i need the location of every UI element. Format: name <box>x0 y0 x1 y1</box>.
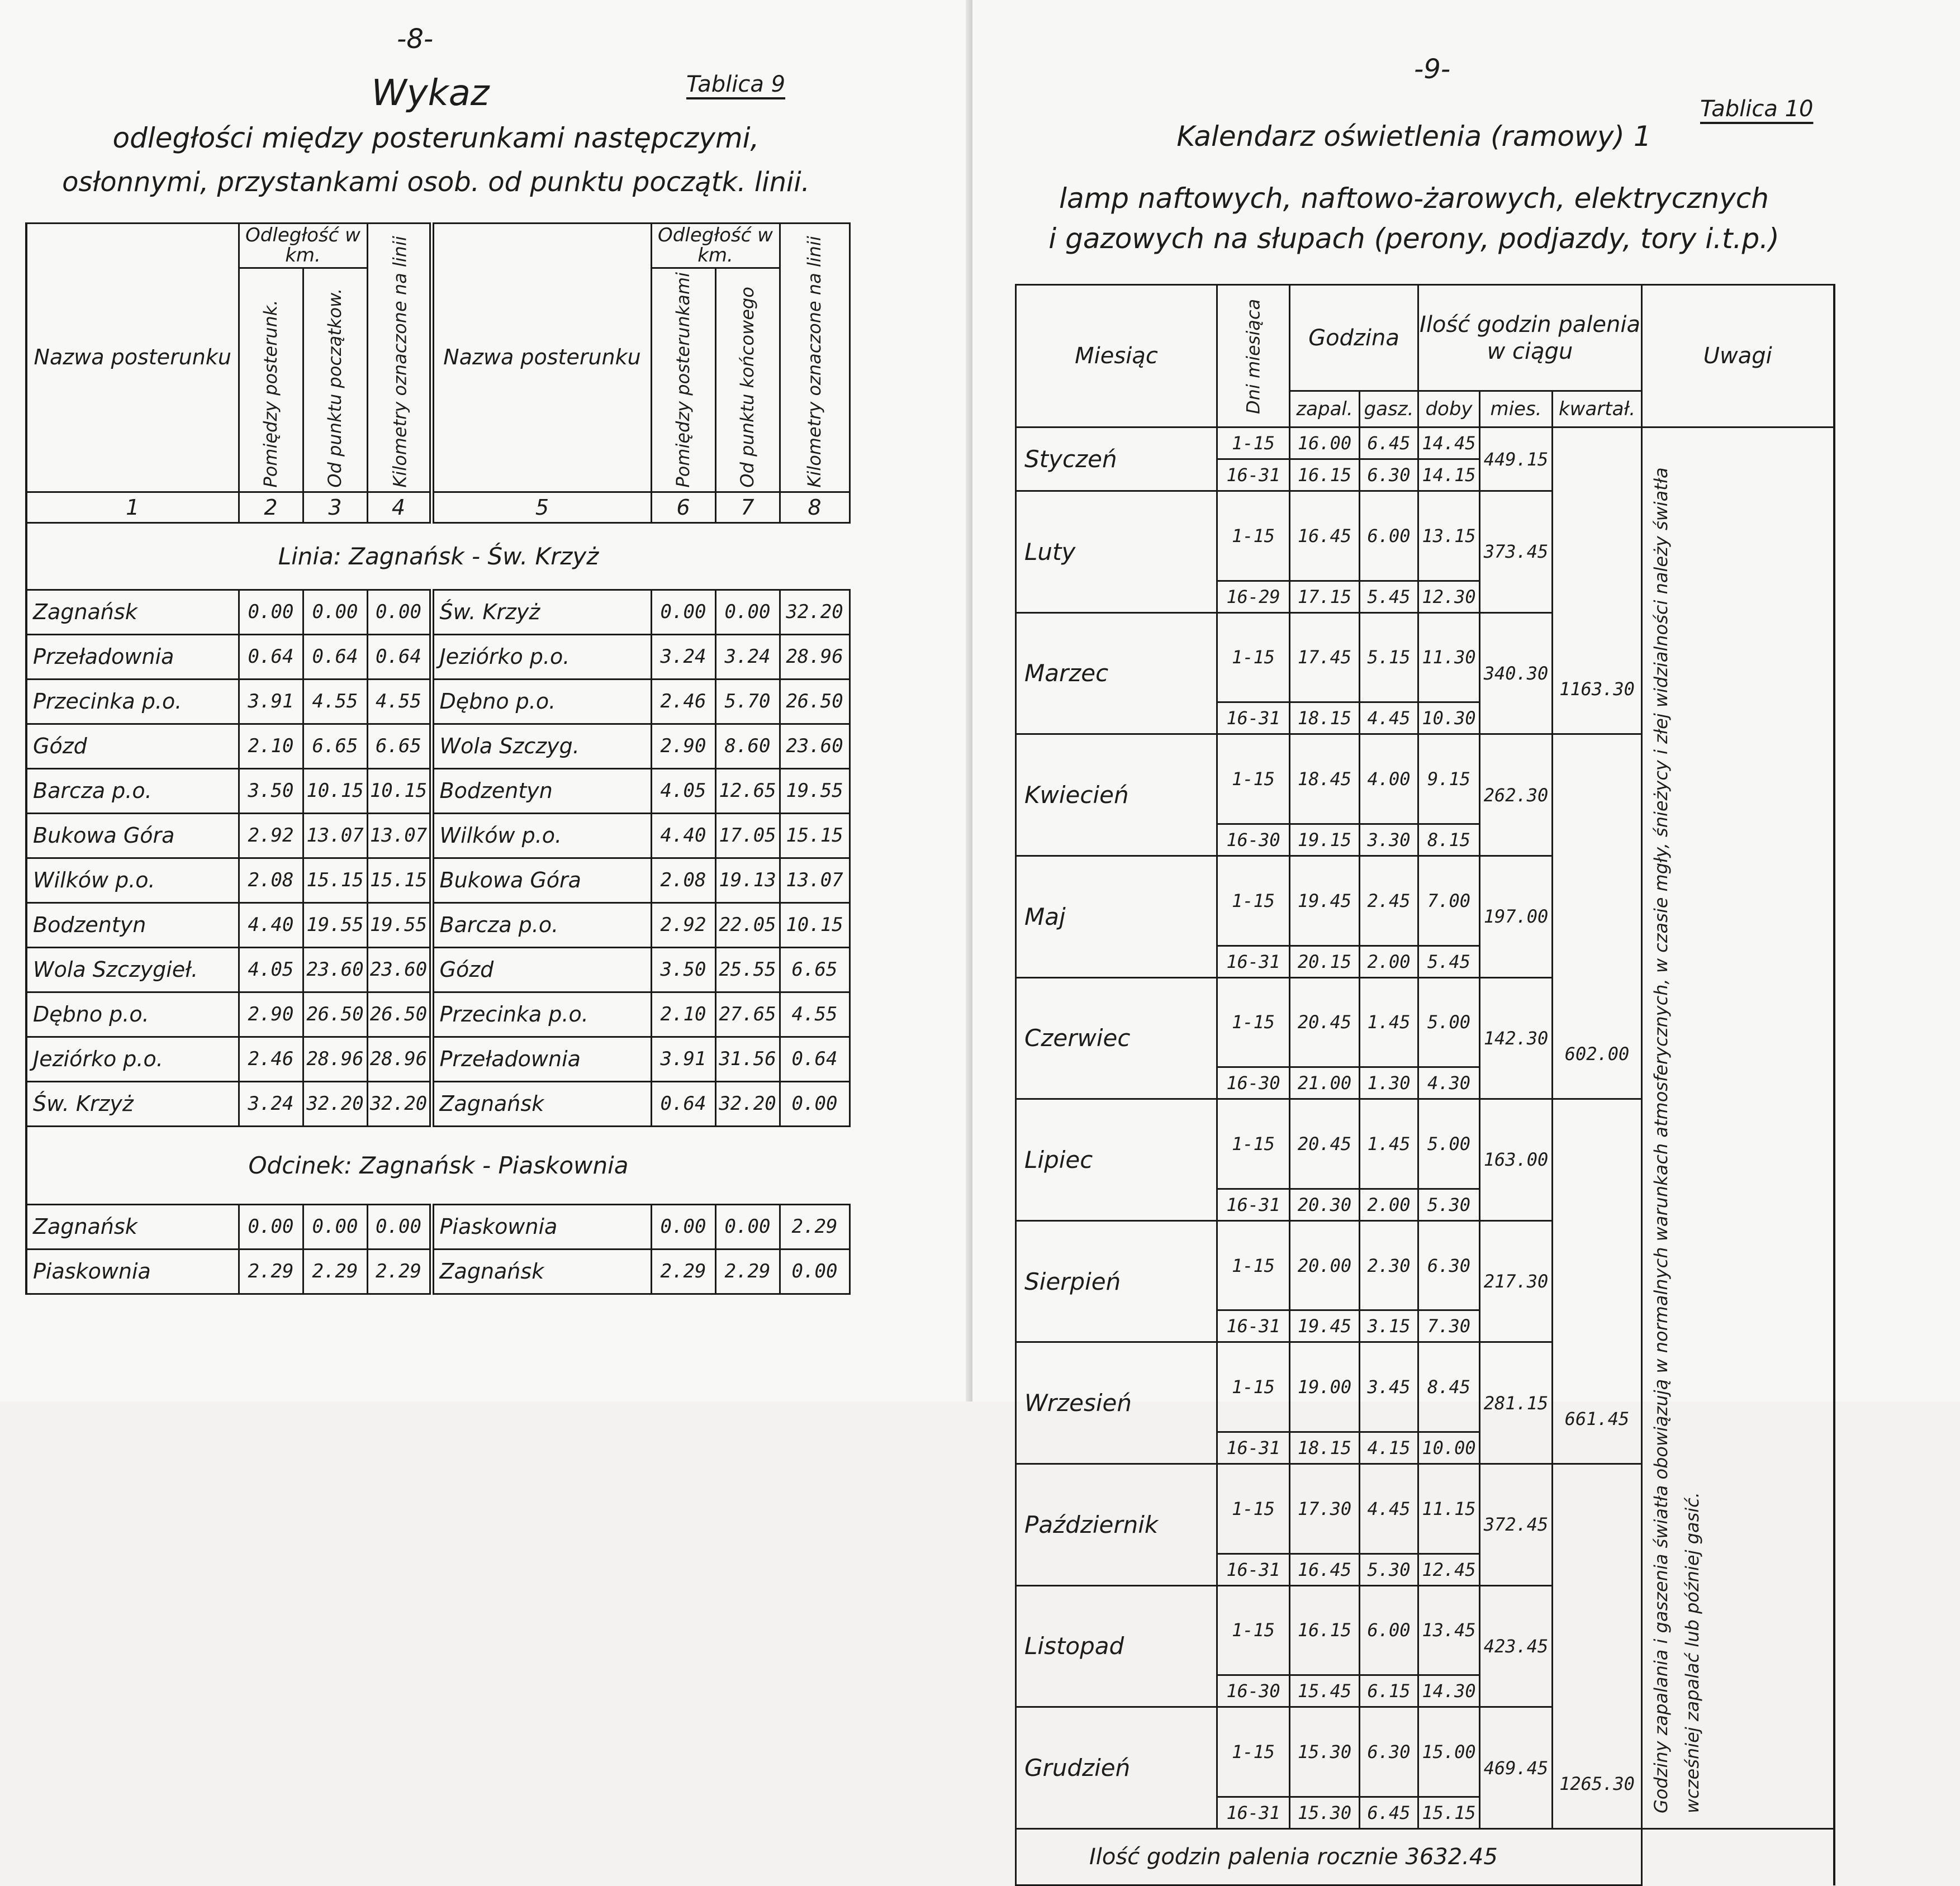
quarterly-hours <box>1553 1464 1642 1829</box>
distance-value: 2.90 <box>651 724 715 768</box>
distance-value: 8.60 <box>715 724 780 768</box>
time-value: 5.30 <box>1360 1554 1418 1585</box>
header-marked-km: Kilometry oznaczone na linii <box>367 224 431 492</box>
time-value: 18.15 <box>1290 1432 1360 1464</box>
distance-value: 6.65 <box>780 947 850 992</box>
distance-value: 0.00 <box>239 1204 303 1249</box>
column-number: 5 <box>431 492 651 522</box>
header-distance: Odległość w km. <box>239 224 367 268</box>
distance-value: 2.29 <box>303 1249 367 1294</box>
time-value: 6.30 <box>1418 1220 1480 1310</box>
distance-value: 0.00 <box>303 590 367 634</box>
distance-value: 2.29 <box>715 1249 780 1294</box>
time-value: 2.45 <box>1360 856 1418 946</box>
time-value: 4.30 <box>1418 1067 1480 1099</box>
time-value: 19.45 <box>1290 856 1360 946</box>
distance-value: 3.50 <box>651 947 715 992</box>
day-range: 1-15 <box>1217 856 1290 946</box>
time-value <box>1360 1585 1418 1675</box>
day-range: 16-31 <box>1217 702 1290 734</box>
distance-value: 22.05 <box>715 902 780 947</box>
day-range: 1-15 <box>1217 491 1290 581</box>
column-number: 7 <box>715 492 780 522</box>
station-name: Barcza p.o. <box>431 902 651 947</box>
page-subtitle: odległości między posterunkami następczymi, <box>34 122 838 154</box>
month-name: Lipiec <box>1016 1099 1217 1221</box>
table-row <box>26 992 850 1037</box>
table-row <box>26 1081 850 1126</box>
distance-value: 2.10 <box>239 724 303 768</box>
time-value: 6.45 <box>1360 427 1418 459</box>
column-number: 4 <box>367 492 431 522</box>
day-range <box>1217 1707 1290 1797</box>
page-number: -9- <box>1414 54 1450 85</box>
distance-value: 4.55 <box>303 679 367 724</box>
distance-value: 3.91 <box>239 679 303 724</box>
month-name: Wrzesień <box>1016 1342 1217 1464</box>
table-row <box>26 1249 850 1294</box>
time-value: 12.45 <box>1418 1554 1480 1585</box>
time-value: 1.45 <box>1360 1099 1418 1189</box>
month-name: Luty <box>1016 491 1217 613</box>
column-number: 2 <box>239 492 303 522</box>
header-light: zapal. <box>1290 391 1360 427</box>
station-name: Dębno p.o. <box>431 679 651 724</box>
distance-value: 0.00 <box>367 1204 431 1249</box>
distance-value: 23.60 <box>367 947 431 992</box>
station-name: Wilków p.o. <box>431 813 651 858</box>
distance-value: 23.60 <box>303 947 367 992</box>
time-value: 11.30 <box>1418 612 1480 702</box>
time-value <box>1290 1585 1360 1675</box>
time-value: 14.15 <box>1418 459 1480 491</box>
time-value: 20.00 <box>1290 1220 1360 1310</box>
distance-value: 0.00 <box>780 1249 850 1294</box>
table-label: Tablica 9 <box>686 72 785 97</box>
header-between-2: Pomiędzy posterunkami <box>651 268 715 492</box>
table-row <box>1016 427 1834 459</box>
time-value: 17.30 <box>1290 1464 1360 1554</box>
station-name: Bodzentyn <box>431 768 651 813</box>
table-row <box>26 634 850 679</box>
time-value: 5.45 <box>1418 946 1480 977</box>
header-month: Miesiąc <box>1016 285 1217 427</box>
month-name <box>1016 1585 1217 1707</box>
day-range: 16-31 <box>1217 1189 1290 1220</box>
distance-value: 0.64 <box>651 1081 715 1126</box>
distance-value: 4.55 <box>367 679 431 724</box>
distance-value: 28.96 <box>780 634 850 679</box>
monthly-hours: 372.45 <box>1480 1464 1553 1586</box>
day-range: 16-30 <box>1217 824 1290 856</box>
distance-value: 19.55 <box>367 902 431 947</box>
day-range <box>1217 1585 1290 1675</box>
distance-value: 32.20 <box>367 1081 431 1126</box>
time-value: 8.15 <box>1418 824 1480 856</box>
distance-value: 0.00 <box>651 590 715 634</box>
station-name: Gózd <box>26 724 239 768</box>
time-value: 2.30 <box>1360 1220 1418 1310</box>
time-value: 2.00 <box>1360 946 1418 977</box>
station-name: Zagnańsk <box>431 1249 651 1294</box>
annual-total <box>1016 1829 1642 1885</box>
distance-value: 31.56 <box>715 1037 780 1081</box>
day-range: 16-31 <box>1217 459 1290 491</box>
time-value: 9.15 <box>1418 734 1480 824</box>
distance-value: 2.92 <box>651 902 715 947</box>
time-value: 20.30 <box>1290 1189 1360 1220</box>
distance-value: 13.07 <box>367 813 431 858</box>
station-name: Wola Szczyg. <box>431 724 651 768</box>
station-name: Piaskownia <box>26 1249 239 1294</box>
distance-value: 2.08 <box>651 858 715 902</box>
time-value: 19.00 <box>1290 1342 1360 1432</box>
section-heading: Odcinek: Zagnańsk - Piaskownia <box>26 1126 850 1204</box>
time-value: 20.45 <box>1290 1099 1360 1189</box>
header-name-2: Nazwa posterunku <box>431 224 651 492</box>
time-value: 7.30 <box>1418 1310 1480 1342</box>
time-value: 5.45 <box>1360 581 1418 612</box>
distance-value: 2.46 <box>239 1037 303 1081</box>
station-name: Jeziórko p.o. <box>26 1037 239 1081</box>
time-value <box>1418 1707 1480 1797</box>
time-value: 11.15 <box>1418 1464 1480 1554</box>
station-name: Św. Krzyż <box>26 1081 239 1126</box>
time-value: 1.30 <box>1360 1067 1418 1099</box>
distance-value: 26.50 <box>367 992 431 1037</box>
distance-value: 0.00 <box>239 590 303 634</box>
distance-value: 0.64 <box>367 634 431 679</box>
time-value: 8.45 <box>1418 1342 1480 1432</box>
station-name: Jeziórko p.o. <box>431 634 651 679</box>
day-range: 1-15 <box>1217 612 1290 702</box>
time-value: 3.45 <box>1360 1342 1418 1432</box>
day-range: 1-15 <box>1217 427 1290 459</box>
time-value: 6.30 <box>1360 459 1418 491</box>
distance-value: 10.15 <box>303 768 367 813</box>
distance-value: 0.00 <box>715 1204 780 1249</box>
distance-value: 3.24 <box>239 1081 303 1126</box>
time-value: 19.15 <box>1290 824 1360 856</box>
page-number: -8- <box>397 23 433 55</box>
table-row <box>26 813 850 858</box>
distance-value: 2.90 <box>239 992 303 1037</box>
time-value <box>1418 1797 1480 1829</box>
time-value: 5.30 <box>1418 1189 1480 1220</box>
time-value <box>1290 1797 1360 1829</box>
column-number: 6 <box>651 492 715 522</box>
distance-value: 32.20 <box>780 590 850 634</box>
table-row <box>26 947 850 992</box>
distance-value: 0.00 <box>715 590 780 634</box>
time-value: 4.00 <box>1360 734 1418 824</box>
time-value: 5.00 <box>1418 977 1480 1067</box>
day-range: 16-31 <box>1217 946 1290 977</box>
time-value: 16.15 <box>1290 459 1360 491</box>
distance-value: 6.65 <box>367 724 431 768</box>
header-day: doby <box>1418 391 1480 427</box>
distance-value: 4.40 <box>651 813 715 858</box>
header-hour: Godzina <box>1290 285 1418 391</box>
time-value: 16.45 <box>1290 491 1360 581</box>
monthly-hours: 163.00 <box>1480 1099 1553 1221</box>
time-value <box>1290 1707 1360 1797</box>
station-name: Przeładownia <box>431 1037 651 1081</box>
distance-value: 13.07 <box>780 858 850 902</box>
distance-value: 0.00 <box>367 590 431 634</box>
table-row <box>26 1204 850 1249</box>
distance-value: 2.29 <box>651 1249 715 1294</box>
station-name: Przecinka p.o. <box>26 679 239 724</box>
month-name: Maj <box>1016 856 1217 977</box>
table-row <box>26 902 850 947</box>
table-row <box>26 1037 850 1081</box>
day-range: 1-15 <box>1217 977 1290 1067</box>
day-range: 1-15 <box>1217 734 1290 824</box>
time-value <box>1418 1675 1480 1707</box>
day-range: 16-31 <box>1217 1310 1290 1342</box>
distance-value: 19.55 <box>303 902 367 947</box>
header-from-end: Od punktu końcowego <box>715 268 780 492</box>
distance-value: 4.05 <box>239 947 303 992</box>
day-range: 16-30 <box>1217 1067 1290 1099</box>
time-value: 17.45 <box>1290 612 1360 702</box>
distance-value: 32.20 <box>303 1081 367 1126</box>
distance-value: 19.13 <box>715 858 780 902</box>
time-value: 21.00 <box>1290 1067 1360 1099</box>
header-quarter: kwartał. <box>1553 391 1642 427</box>
page-subtitle: osłonnymi, przystankami osob. od punktu początk. linii. <box>34 167 838 198</box>
day-range: 16-31 <box>1217 1432 1290 1464</box>
header-name: Nazwa posterunku <box>26 224 239 492</box>
station-name: Barcza p.o. <box>26 768 239 813</box>
header-distance-2: Odległość w km. <box>651 224 780 268</box>
distance-value: 19.55 <box>780 768 850 813</box>
distance-value: 25.55 <box>715 947 780 992</box>
station-name: Zagnańsk <box>26 590 239 634</box>
day-range <box>1217 1675 1290 1707</box>
month-name: Styczeń <box>1016 427 1217 491</box>
distance-value: 15.15 <box>780 813 850 858</box>
distance-value: 2.08 <box>239 858 303 902</box>
distance-value: 2.92 <box>239 813 303 858</box>
notes-text: Godziny zapalania i gaszenia światła obowiązują w normalnych warunkach atmosferycznych, w czasie mgły, śnieżycy i złej widzialności należy światła wcześniej zapalać lub później gasić. <box>1642 427 1834 1829</box>
header-month-col: mies. <box>1480 391 1553 427</box>
distance-value: 2.29 <box>239 1249 303 1294</box>
month-name: Sierpień <box>1016 1220 1217 1342</box>
distance-value: 26.50 <box>780 679 850 724</box>
day-range: 16-29 <box>1217 581 1290 612</box>
time-value: 4.45 <box>1360 1464 1418 1554</box>
time-value <box>1360 1675 1418 1707</box>
station-name: Przeładownia <box>26 634 239 679</box>
monthly-hours: 262.30 <box>1480 734 1553 856</box>
station-name: Gózd <box>431 947 651 992</box>
monthly-hours: 340.30 <box>1480 612 1553 734</box>
time-value <box>1418 1585 1480 1675</box>
time-value: 1.45 <box>1360 977 1418 1067</box>
time-value: 18.45 <box>1290 734 1360 824</box>
column-number: 3 <box>303 492 367 522</box>
station-name: Bodzentyn <box>26 902 239 947</box>
distance-value: 32.20 <box>715 1081 780 1126</box>
station-name: Bukowa Góra <box>26 813 239 858</box>
time-value <box>1290 1675 1360 1707</box>
time-value: 5.00 <box>1418 1099 1480 1189</box>
header-marked-km-2: Kilometry oznaczone na linii <box>780 224 850 492</box>
station-name: Zagnańsk <box>431 1081 651 1126</box>
station-name: Piaskownia <box>431 1204 651 1249</box>
time-value: 2.00 <box>1360 1189 1418 1220</box>
monthly-hours: 373.45 <box>1480 491 1553 613</box>
time-value: 18.15 <box>1290 702 1360 734</box>
monthly-hours: 281.15 <box>1480 1342 1553 1464</box>
month-name: Październik <box>1016 1464 1217 1586</box>
distance-value: 0.64 <box>239 634 303 679</box>
table-row <box>26 768 850 813</box>
right-page <box>972 0 1960 1402</box>
page-title: Wykaz <box>302 73 559 114</box>
distance-value: 27.65 <box>715 992 780 1037</box>
time-value: 14.45 <box>1418 427 1480 459</box>
monthly-hours <box>1480 1707 1553 1829</box>
distance-value: 28.96 <box>303 1037 367 1081</box>
column-number: 8 <box>780 492 850 522</box>
distance-value: 3.24 <box>651 634 715 679</box>
header-days: Dni miesiąca <box>1217 285 1290 427</box>
distance-value: 2.29 <box>780 1204 850 1249</box>
distance-value: 13.07 <box>303 813 367 858</box>
time-value: 3.30 <box>1360 824 1418 856</box>
station-name: Bukowa Góra <box>431 858 651 902</box>
station-name: Przecinka p.o. <box>431 992 651 1037</box>
page-title: Kalendarz oświetlenia (ramowy) 1 <box>1006 120 1822 153</box>
page-subtitle: lamp naftowych, naftowo-żarowych, elektrycznych <box>1006 182 1822 215</box>
table-label: Tablica 10 <box>1700 96 1813 122</box>
time-value: 6.00 <box>1360 491 1418 581</box>
table-row <box>26 590 850 634</box>
monthly-hours: 449.15 <box>1480 427 1553 491</box>
distance-value: 3.91 <box>651 1037 715 1081</box>
time-value: 16.45 <box>1290 1554 1360 1585</box>
month-name: Marzec <box>1016 612 1217 734</box>
month-name: Kwiecień <box>1016 734 1217 856</box>
time-value: 5.15 <box>1360 612 1418 702</box>
day-range: 1-15 <box>1217 1099 1290 1189</box>
table-row <box>26 679 850 724</box>
page-subtitle: i gazowych na słupach (perony, podjazdy, tory i.t.p.) <box>1006 222 1822 255</box>
month-name <box>1016 1707 1217 1829</box>
distance-value: 0.64 <box>303 634 367 679</box>
station-name: Dębno p.o. <box>26 992 239 1037</box>
monthly-hours: 197.00 <box>1480 856 1553 977</box>
month-name: Czerwiec <box>1016 977 1217 1099</box>
distance-value: 10.15 <box>780 902 850 947</box>
header-extinguish: gasz. <box>1360 391 1418 427</box>
time-value: 4.45 <box>1360 702 1418 734</box>
distance-value: 3.24 <box>715 634 780 679</box>
time-value: 20.15 <box>1290 946 1360 977</box>
distance-value: 15.15 <box>367 858 431 902</box>
distance-value: 0.00 <box>780 1081 850 1126</box>
distance-value: 17.05 <box>715 813 780 858</box>
time-value: 12.30 <box>1418 581 1480 612</box>
day-range: 16-31 <box>1217 1554 1290 1585</box>
time-value: 3.15 <box>1360 1310 1418 1342</box>
station-name: Św. Krzyż <box>431 590 651 634</box>
distance-value: 2.29 <box>367 1249 431 1294</box>
time-value: 19.45 <box>1290 1310 1360 1342</box>
monthly-hours: 142.30 <box>1480 977 1553 1099</box>
day-range: 1-15 <box>1217 1464 1290 1554</box>
day-range <box>1217 1797 1290 1829</box>
table-row <box>26 724 850 768</box>
time-value: 20.45 <box>1290 977 1360 1067</box>
header-between: Pomiędzy posterunk. <box>239 268 303 492</box>
distance-table <box>25 222 851 1295</box>
station-name: Zagnańsk <box>26 1204 239 1249</box>
time-value: 4.15 <box>1360 1432 1418 1464</box>
header-from-start: Od punktu początkow. <box>303 268 367 492</box>
time-value: 17.15 <box>1290 581 1360 612</box>
distance-value: 12.65 <box>715 768 780 813</box>
distance-value: 0.64 <box>780 1037 850 1081</box>
distance-value: 0.00 <box>651 1204 715 1249</box>
day-range: 1-15 <box>1217 1220 1290 1310</box>
section-heading: Linia: Zagnańsk - Św. Krzyż <box>26 522 850 590</box>
distance-value: 0.00 <box>303 1204 367 1249</box>
distance-value: 15.15 <box>303 858 367 902</box>
header-notes: Uwagi <box>1642 285 1834 427</box>
station-name: Wola Szczygieł. <box>26 947 239 992</box>
time-value <box>1360 1797 1418 1829</box>
distance-value: 2.10 <box>651 992 715 1037</box>
distance-value: 3.50 <box>239 768 303 813</box>
time-value: 13.15 <box>1418 491 1480 581</box>
distance-value: 4.40 <box>239 902 303 947</box>
time-value: 10.30 <box>1418 702 1480 734</box>
table-row <box>26 858 850 902</box>
distance-value: 4.55 <box>780 992 850 1037</box>
lighting-calendar-table <box>1015 284 1835 1886</box>
quarterly-hours: 602.00 <box>1553 734 1642 1099</box>
header-hours-count: Ilość godzin palenia w ciągu <box>1418 285 1642 391</box>
station-name: Wilków p.o. <box>26 858 239 902</box>
distance-value: 2.46 <box>651 679 715 724</box>
time-value: 7.00 <box>1418 856 1480 946</box>
distance-value: 6.65 <box>303 724 367 768</box>
time-value <box>1360 1707 1418 1797</box>
time-value: 10.00 <box>1418 1432 1480 1464</box>
distance-value: 5.70 <box>715 679 780 724</box>
monthly-hours <box>1480 1585 1553 1707</box>
left-page <box>0 0 972 1402</box>
distance-value: 28.96 <box>367 1037 431 1081</box>
quarterly-hours: 1163.30 <box>1553 427 1642 734</box>
distance-value: 26.50 <box>303 992 367 1037</box>
distance-value: 4.05 <box>651 768 715 813</box>
time-value: 16.00 <box>1290 427 1360 459</box>
quarterly-hours: 661.45 <box>1553 1099 1642 1464</box>
monthly-hours: 217.30 <box>1480 1220 1553 1342</box>
distance-value: 10.15 <box>367 768 431 813</box>
day-range: 1-15 <box>1217 1342 1290 1432</box>
distance-value: 23.60 <box>780 724 850 768</box>
column-number: 1 <box>26 492 239 522</box>
